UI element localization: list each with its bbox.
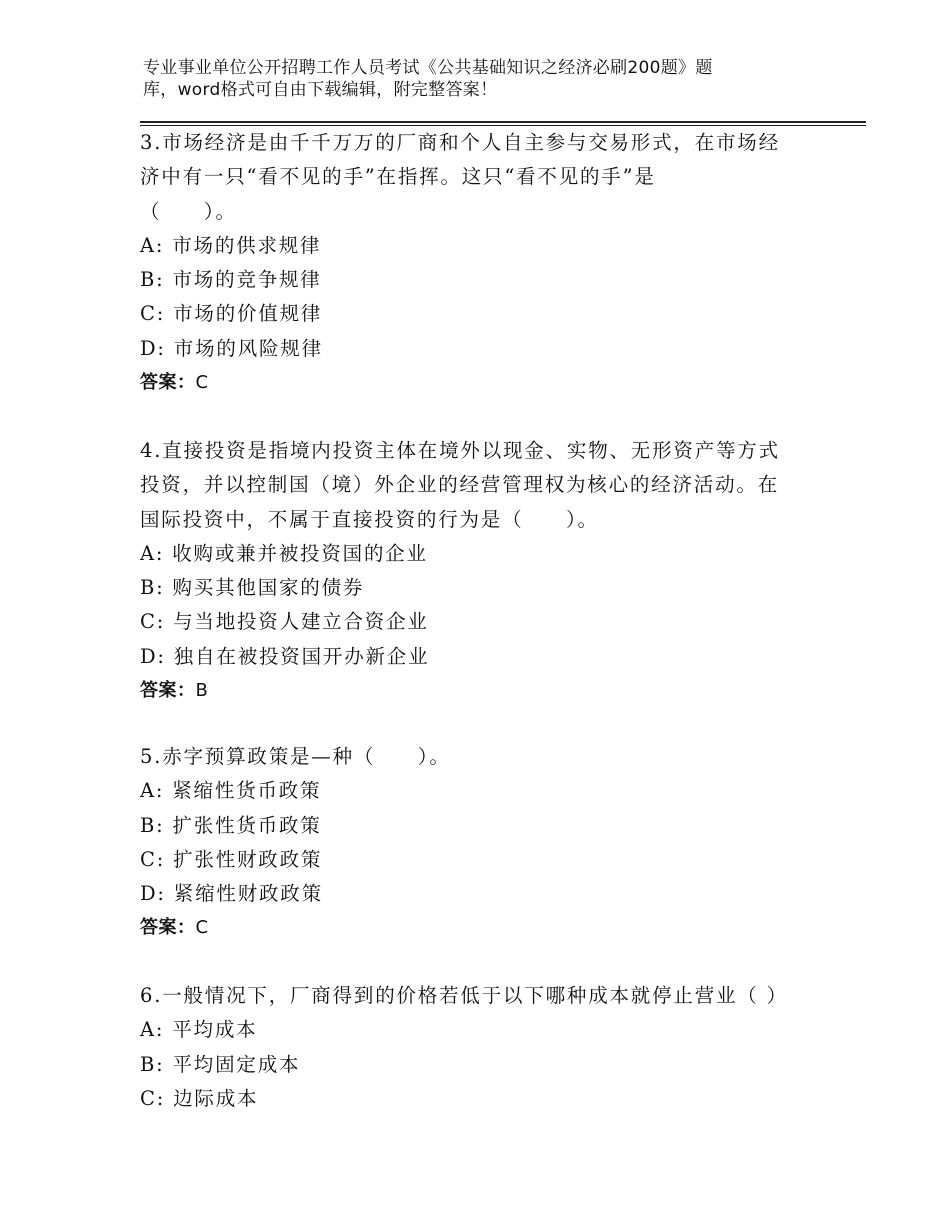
option-a: A: 紧缩性货币政策 xyxy=(140,779,322,803)
answer-line xyxy=(140,366,810,400)
option-d: D: 紧缩性财政政策 xyxy=(140,882,323,906)
option-c: C: 与当地投资人建立合资企业 xyxy=(140,610,429,634)
question-text-line: 4.直接投资是指境内投资主体在境外以现金、实物、无形资产等方式 xyxy=(140,439,780,462)
header-line-1: 专业事业单位公开招聘工作人员考试《公共基础知识之经济必刷200题》题 xyxy=(143,58,713,78)
header-divider-thick xyxy=(140,121,866,123)
answer-line xyxy=(140,911,810,945)
option-c: C: 扩张性财政政策 xyxy=(140,847,323,871)
option-d: D: 独自在被投资国开办新企业 xyxy=(140,644,430,668)
answer-line xyxy=(140,674,810,708)
answer-value: C xyxy=(195,917,209,939)
option-a: A: 收购或兼并被投资国的企业 xyxy=(140,541,428,565)
question-text-line: 5.赤字预算政策是—种（ ）。 xyxy=(140,745,451,768)
answer-label: 答案： xyxy=(140,680,196,702)
option-b: B: 扩张性货币政策 xyxy=(140,813,322,837)
answer-label: 答案： xyxy=(140,372,196,394)
question-3 xyxy=(140,126,810,400)
option-b: B: 市场的竞争规律 xyxy=(140,268,322,292)
question-text-line: （ ）。 xyxy=(140,199,237,223)
header-line-2: 库，word格式可自由下载编辑，附完整答案！ xyxy=(143,80,498,100)
answer-value: C xyxy=(195,372,209,394)
option-c: C: 市场的价值规律 xyxy=(140,302,323,326)
option-a: A: 平均成本 xyxy=(140,1018,258,1042)
option-a: A: 市场的供求规律 xyxy=(140,233,322,257)
option-c: C: 边际成本 xyxy=(140,1086,259,1110)
document-header xyxy=(143,57,823,101)
question-text-line: 6.一般情况下，厂商得到的价格若低于以下哪种成本就停止营业（ ） xyxy=(140,984,788,1007)
question-4 xyxy=(140,434,810,708)
question-text-line: 国际投资中，不属于直接投资的行为是（ ）。 xyxy=(140,507,599,531)
option-b: B: 购买其他国家的债券 xyxy=(140,576,365,600)
option-b: B: 平均固定成本 xyxy=(140,1052,301,1076)
question-text-line: 投资，并以控制国（境）外企业的经营管理权为核心的经济活动。在 xyxy=(140,473,780,497)
question-text-line: 3.市场经济是由千千万万的厂商和个人自主参与交易形式，在市场经 xyxy=(140,131,780,154)
answer-value: B xyxy=(195,680,209,702)
answer-label: 答案： xyxy=(140,917,196,939)
question-text-line: 济中有一只“看不见的手”在指挥。这只“看不见的手”是 xyxy=(140,165,656,189)
option-d: D: 市场的风险规律 xyxy=(140,336,323,360)
question-5 xyxy=(140,740,810,946)
question-6 xyxy=(140,979,810,1116)
